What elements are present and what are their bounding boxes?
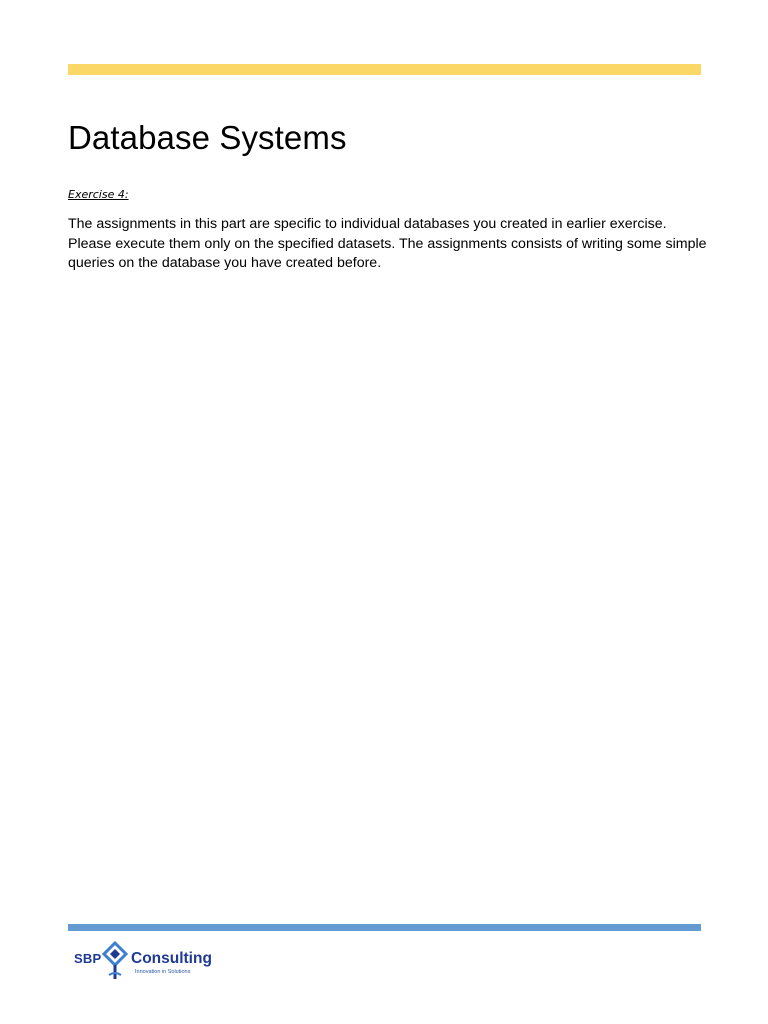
exercise-label: Exercise 4: xyxy=(68,188,129,201)
body-paragraph: The assignments in this part are specific to individual databases you created in earlier exercise. Please execute them only on the specified datasets. The assignments consists of writing some simple queries on the database you have created before. xyxy=(68,216,707,271)
logo-brand-prefix: SBP xyxy=(74,951,102,966)
header-rule xyxy=(68,64,701,75)
company-logo xyxy=(74,941,214,983)
sbp-consulting-logo-icon xyxy=(102,941,128,981)
page-title: Database Systems xyxy=(68,119,347,156)
footer-rule xyxy=(68,924,701,931)
logo-brand-name: Consulting xyxy=(131,950,212,967)
logo-tagline: Innovation in Solutions xyxy=(135,969,191,975)
